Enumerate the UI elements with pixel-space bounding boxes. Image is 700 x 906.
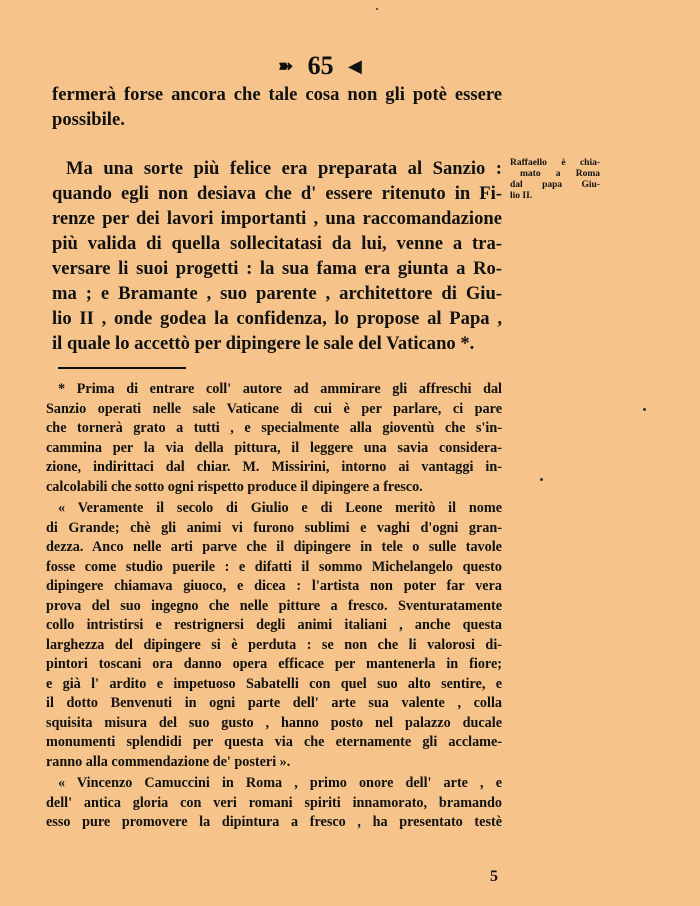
footnote-line: cammina per la via della pittura, il leggere una savia considera- — [46, 439, 502, 456]
marginal-line: mato a Roma — [520, 169, 600, 179]
marginal-line: dal papa Giu- — [510, 180, 600, 190]
text-line: Ma una sorte più felice era preparata al Sanzio : — [66, 158, 502, 179]
marginal-line: lio II. — [510, 191, 533, 201]
footnote-line: larghezza del dipingere si è perduta : se non che li valorosi di- — [46, 636, 502, 653]
speck-right — [643, 408, 646, 411]
ornament-left-icon: ➽ — [278, 56, 294, 77]
footnote-line: dezza. Anco nelle arti parve che il dipingere in tele o sulle tavole — [46, 539, 502, 555]
marginal-note — [510, 158, 600, 202]
footnote-3 — [46, 774, 502, 833]
footnote-line: collo intristirsi e restrignersi degli animi italiani , anche questa — [46, 617, 502, 633]
footnote-line: squisita misura del suo gusto , hanno posto nel palazzo ducale — [46, 714, 502, 731]
footnote-line: « Veramente il secolo di Giulio e di Leone meritò il nome — [58, 500, 502, 516]
footnote-1 — [46, 380, 502, 497]
footnote-line: esso pure promovere la dipintura a fresco , ha presentato testè — [46, 814, 502, 830]
footnote-2 — [46, 499, 502, 772]
page-header — [0, 52, 640, 81]
footnote-line: di Grande; chè gli animi vi furono sublimi e vaghi d'ogni gran- — [46, 519, 502, 536]
text-line: renze per dei lavori importanti , una raccomandazione — [52, 208, 502, 229]
text-line: ma ; e Bramante , suo parente , architettore di Giu- — [52, 283, 502, 304]
footnote-line: pintori toscani ora danno opera efficace per mantenerla in fiore; — [46, 656, 502, 672]
page-number: 65 — [307, 51, 334, 80]
text-line: fermerà forse ancora che tale cosa non gli potè essere — [52, 84, 502, 105]
footnote-line: * Prima di entrare coll' autore ad ammirare gli affreschi dal — [58, 381, 502, 397]
footnote-line: dipingere chiamava giuoco, e dicea : l'artista non poter far vera — [46, 578, 502, 594]
paragraph-main — [52, 156, 502, 356]
footnote-line: calcolabili che sotto ogni rispetto produce il dipingere a fresco. — [46, 478, 423, 495]
ornament-right-icon: ◀ — [347, 56, 362, 77]
marginal-line: Raffaello è chia- — [510, 158, 600, 168]
footnote-line: dell' antica gloria con veri romani spiriti innamorato, bramando — [46, 794, 502, 811]
footnote-line: monumenti splendidi per questa via che eternamente gli acclame- — [46, 734, 502, 750]
footnote-line: che tornerà grato a tutti , e specialmente alla gioventù che s'in- — [46, 420, 502, 436]
text-line: lio II , onde godea la confidenza, lo propose al Papa , — [52, 308, 502, 329]
speck-top — [376, 8, 378, 10]
text-line: quando egli non desiava che d' essere ritenuto in Fi- — [52, 183, 502, 204]
text-line: il quale lo accettò per dipingere le sale del Vaticano *. — [52, 333, 475, 354]
signature-mark: 5 — [490, 868, 498, 885]
footnote-line: il dotto Benvenuti in ogni parte dell' arte sua valente , colla — [46, 695, 502, 711]
footnote-line: prova del suo ingegno che nelle pitture a fresco. Sventuratamente — [46, 597, 502, 614]
footnote-line: Sanzio operati nelle sale Vaticane di cui è per parlare, ci pare — [46, 400, 502, 417]
footnote-divider — [58, 367, 186, 369]
speck-mid — [540, 478, 543, 481]
footnote-line: ranno alla commendazione de' posteri ». — [46, 753, 291, 770]
text-line: versare li suoi progetti : la sua fama era giunta a Ro- — [52, 258, 502, 279]
footnotes — [46, 380, 502, 835]
footnote-line: e già l' ardito e impetuoso Sabatelli con quel suo alto sentire, e — [46, 675, 502, 692]
text-line: più valida di quella sollecitatasi da lui, venne a tra- — [52, 233, 502, 254]
footnote-line: zione, indirittaci dal chiar. M. Missirini, intorno ai vantaggi in- — [46, 459, 502, 475]
text-line: possibile. — [52, 109, 125, 130]
paragraph-continued — [52, 82, 502, 132]
footnote-line: fosse come studio puerile : e difatti il sommo Michelangelo questo — [46, 558, 502, 575]
footnote-line: « Vincenzo Camuccini in Roma , primo onore dell' arte , e — [58, 775, 502, 791]
